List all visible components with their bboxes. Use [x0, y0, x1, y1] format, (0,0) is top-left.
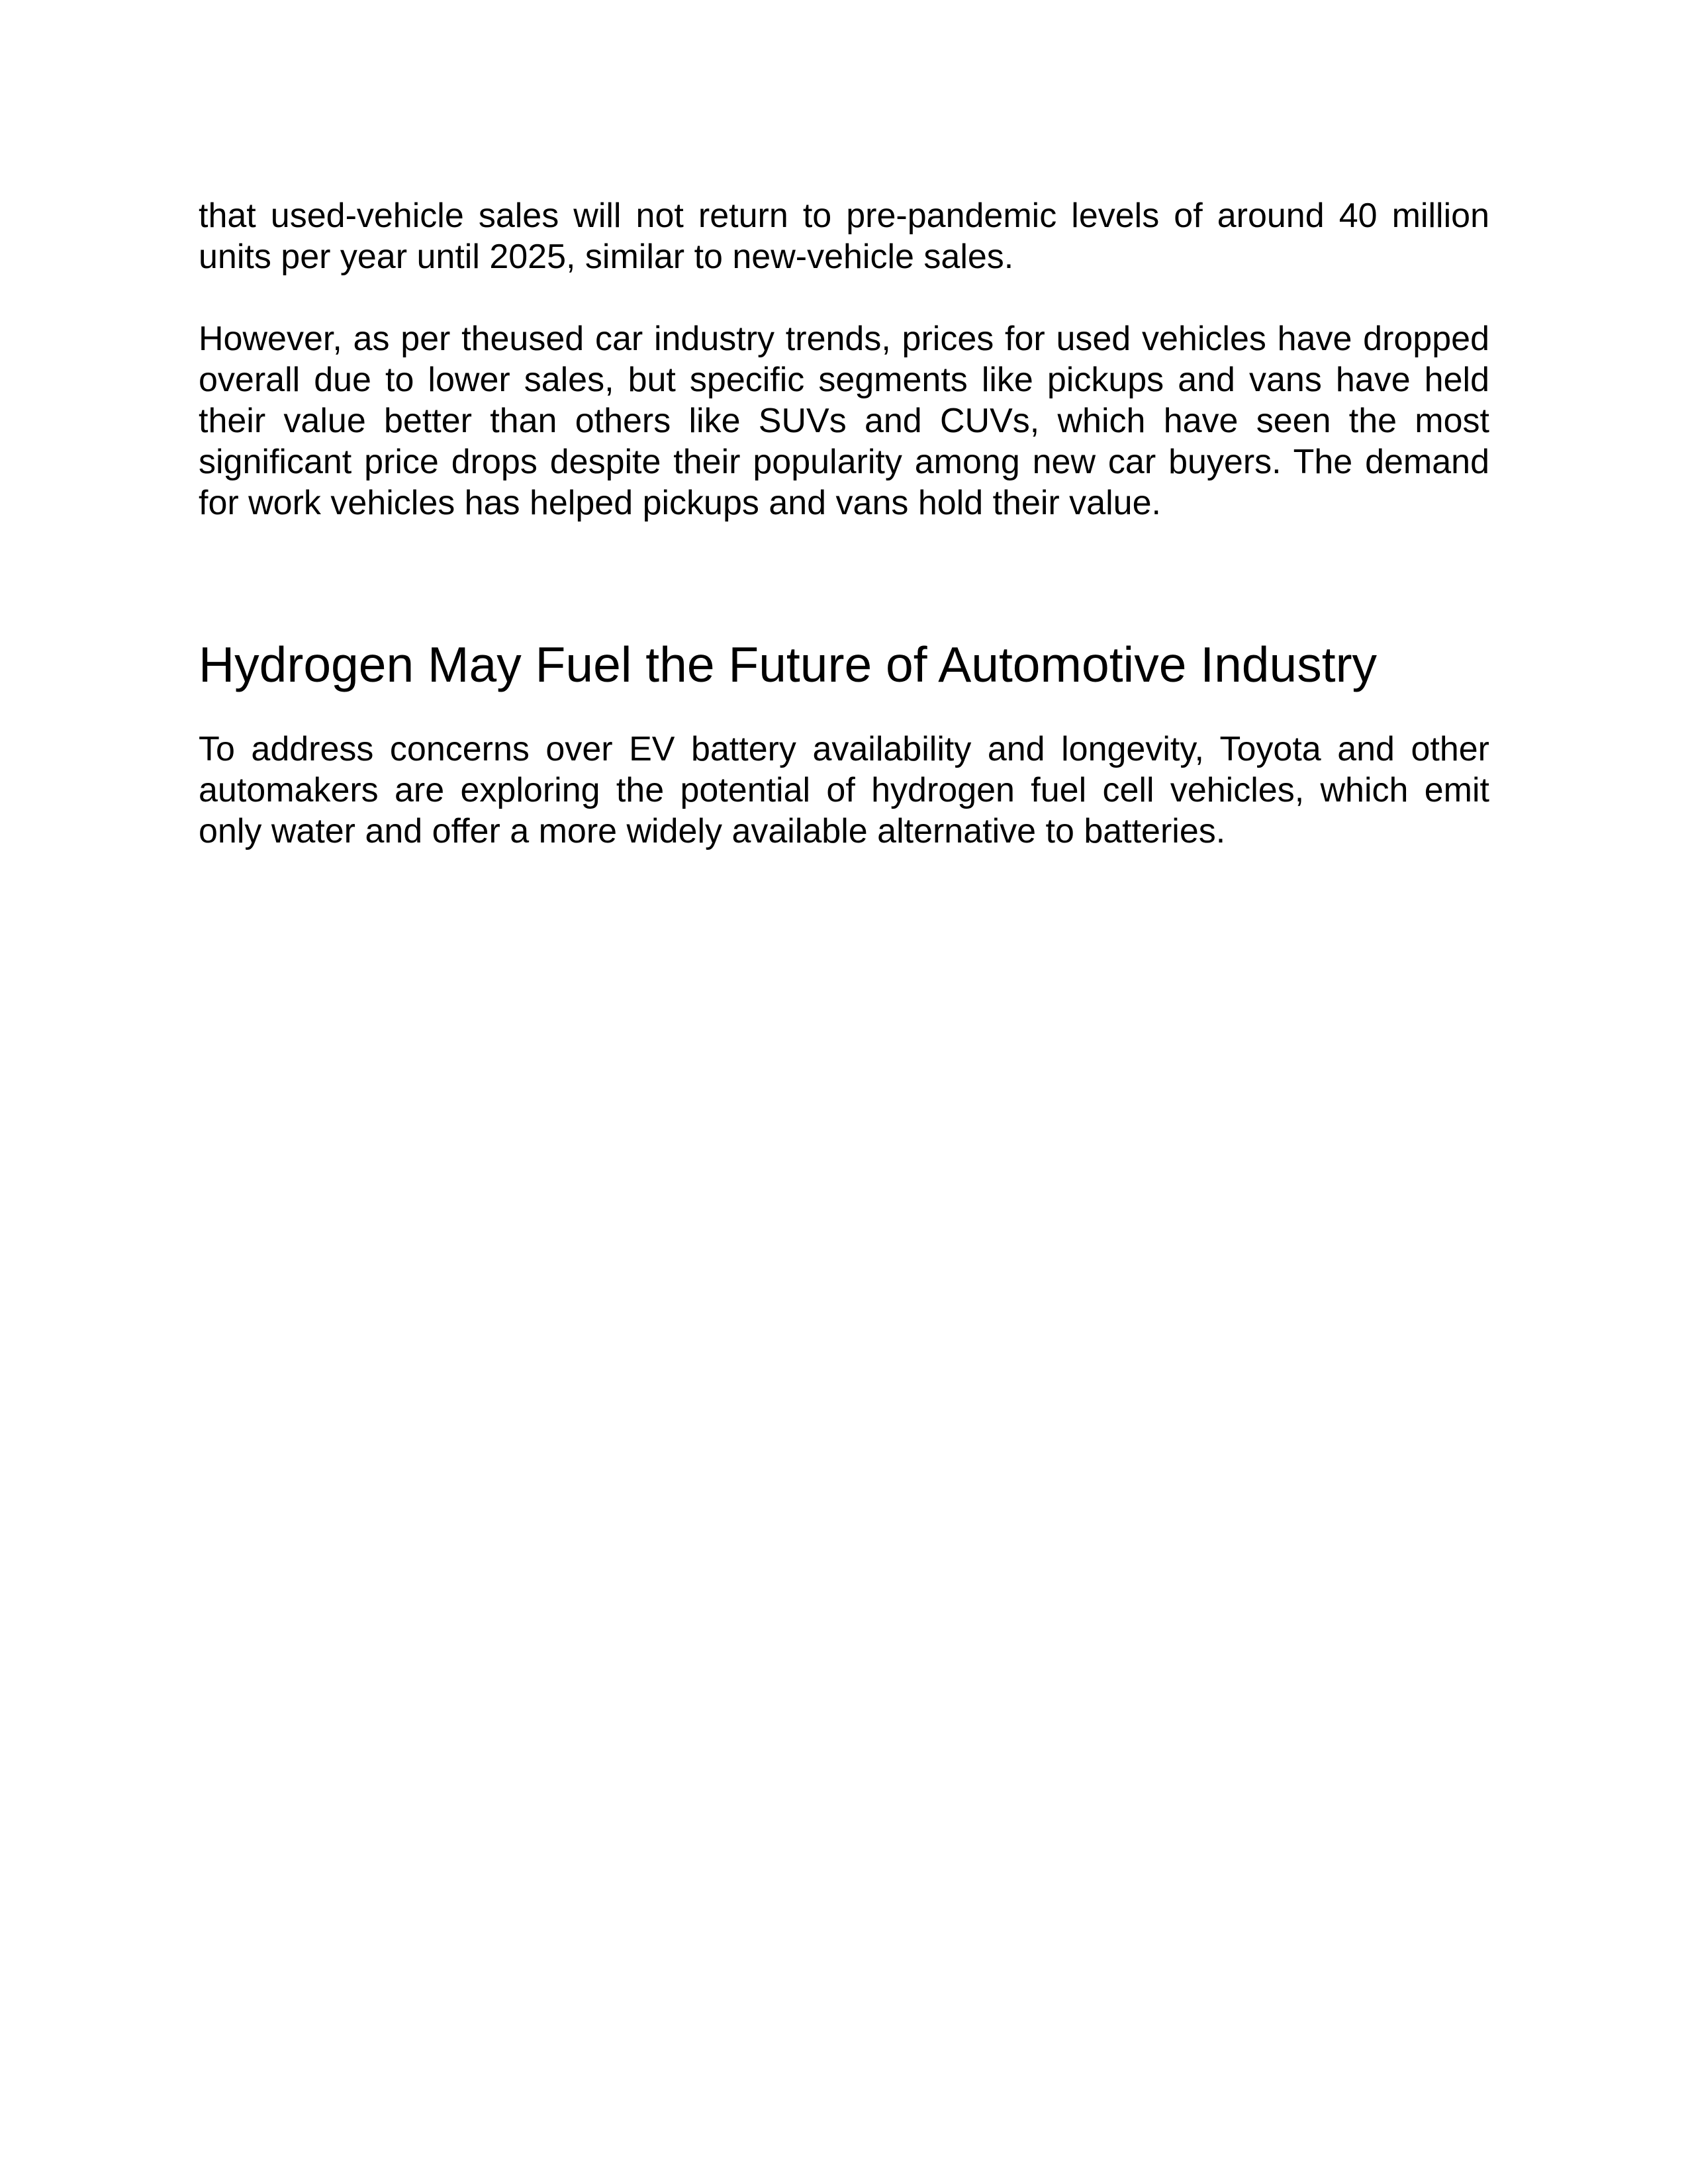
paragraph-used-vehicle-sales: that used-vehicle sales will not return to pre-pandemic levels of around 40 million units per year until 2025, similar to new-vehicle sales. [199, 197, 1489, 276]
document-page [199, 195, 1489, 852]
paragraph-hydrogen-fuel-cells: To address concerns over EV battery availability and longevity, Toyota and other automakers are exploring the potential of hydrogen fuel cell vehicles, which emit only water and offer a more widely available alternative to batteries. [199, 730, 1489, 850]
paragraph-used-car-prices: However, as per theused car industry trends, prices for used vehicles have dropped overall due to lower sales, but specific segments like pickups and vans have held their value better than others like SUVs and CUVs, which have seen the most significant price drops despite their popularity among new car buyers. The demand for work vehicles has helped pickups and vans hold their value. [199, 320, 1489, 522]
section-heading-hydrogen: Hydrogen May Fuel the Future of Automotive Industry [199, 637, 1378, 692]
